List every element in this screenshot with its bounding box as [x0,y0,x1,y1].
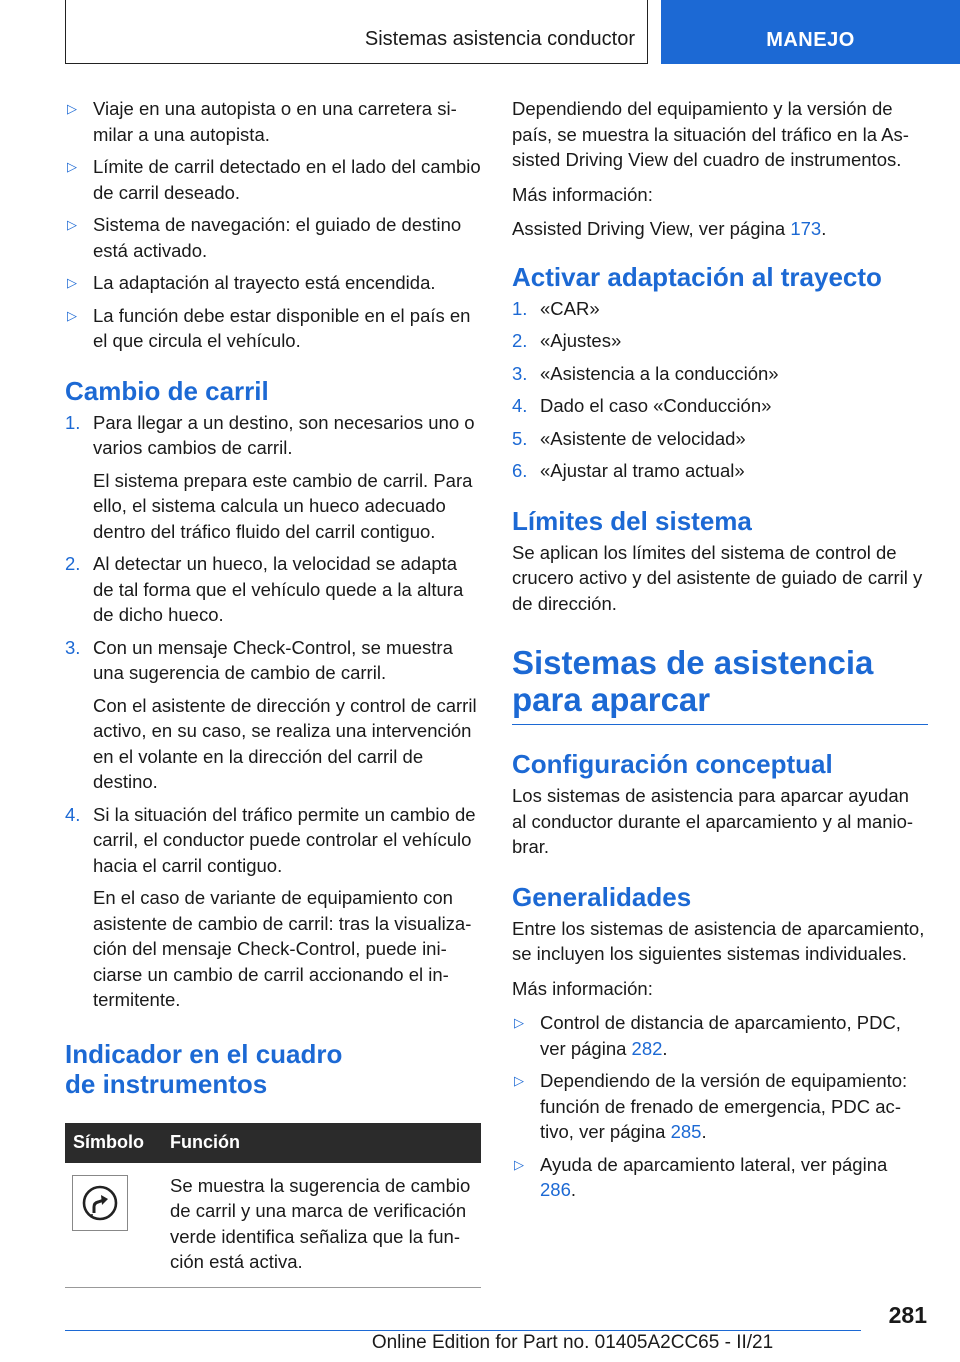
list-item: ▷ La función debe estar disponible en el país en el que circula el vehículo. [67,304,471,351]
step-number: 2. [512,330,528,351]
activate-heading: Activar adaptación al trayecto [512,261,882,292]
step-text: «Ajustes» [540,330,622,351]
parking-heading [512,644,928,725]
footer-divider [65,1330,861,1331]
step-number: 5. [512,427,528,449]
concept-paragraph: Los sistemas de asistencia para aparcar ayudan al conductor durante el aparcamiento y al maniobrar. [512,785,914,857]
triangle-bullet-icon: ▷ [67,159,77,174]
triangle-bullet-icon: ▷ [67,101,77,116]
conditions-list [65,96,481,354]
step-text: Si la situación del tráfico permite un cambio de carril, el conductor puede controlar el vehículo hacia el carril contiguo. [93,803,476,876]
step-extra: En el caso de variante de equipamiento con asistente de cambio de carril: tras la visualización del mensaje Check-Control, puede iniciarse un cambio de carril accionando el intermitente. [93,887,472,1010]
header-section-box [65,0,648,64]
list-item: ▷ Límite de carril detectado en el lado del cambio de carril deseado. [67,156,481,203]
step-text: «CAR» [540,297,600,319]
step-number: 1. [65,411,81,433]
step-number: 4. [512,395,528,416]
indicator-heading [65,1039,481,1099]
more-info-label: Más información: [512,977,653,999]
lane-change-arrow-icon [72,1175,128,1231]
list-item [512,1068,928,1145]
limits-heading: Límites del sistema [512,505,752,536]
limits-paragraph: Se aplican los límites del sistema de control de crucero activo y del asistente de guiado de carril y de dirección. [512,541,923,614]
step-text: Para llegar a un destino, son necesarios uno o varios cambios de carril. [93,411,475,458]
list-item: ▷ La adaptación al trayecto está encendida. [65,270,481,296]
header-chapter-title: MANEJO [766,29,855,51]
list-item [512,328,928,354]
reference-text: Assisted Driving View, ver página [512,218,791,239]
parking-heading-line2: para aparcar [512,681,711,718]
list-item: ▷ Viaje en una autopista o en una carretera similar a una autopista. [67,98,457,145]
lane-change-heading: Cambio de carril [65,375,269,406]
adv-reference [512,216,928,242]
item-end: . [570,1179,577,1200]
list-item [512,458,928,484]
step-number: 6. [512,460,528,481]
list-item [65,802,481,1013]
step-text: «Asistente de velocidad» [540,427,746,449]
general-paragraph: Entre los sistemas de asistencia de aparcamiento, se incluyen los siguientes sistemas individuales. [512,917,925,964]
lane-change-steps [65,410,481,1013]
list-item [512,1152,928,1203]
activate-steps [512,296,928,484]
list-item [512,1010,928,1061]
item-end: . [662,1037,668,1059]
step-extra: Con el asistente de dirección y control de carril activo, en su caso, se realiza una intervención en el volante en la dirección del carril de destino. [93,694,477,792]
concept-heading: Configuración conceptual [512,749,833,779]
triangle-bullet-icon: ▷ [514,1015,524,1030]
item-end: . [701,1121,707,1142]
triangle-bullet-icon: ▷ [67,275,77,290]
header-section-title: Sistemas asistencia conductor [364,28,635,50]
step-number: 2. [65,553,81,574]
step-text: «Asistencia a la conducción» [540,362,779,384]
step-text: Dado el caso «Conducción» [540,395,772,416]
list-item [512,426,928,452]
list-item [65,635,481,795]
page-link[interactable]: 285 [670,1121,702,1142]
triangle-bullet-icon: ▷ [67,307,77,323]
step-number: 3. [65,636,81,658]
symbol-table [65,1123,481,1288]
step-text: Al detectar un hueco, la velocidad se adapta de tal forma que el vehículo quede a la altura de dicho hueco. [93,553,464,625]
step-text: «Ajustar al tramo actual» [540,460,745,481]
triangle-bullet-icon: ▷ [514,1073,524,1088]
page-link[interactable]: 173 [790,218,822,239]
header-chapter-tab[interactable] [661,0,960,64]
right-column [512,96,928,1210]
parking-systems-list [512,1010,928,1203]
table-row [65,1163,481,1288]
item-text: Ayuda de aparcamiento lateral, ver página [540,1153,888,1175]
intro-paragraph: Dependiendo del equipamiento y la versión de país, se muestra la situación del tráfico en la Assisted Driving View del cuadro de instrumentos. [512,98,909,170]
list-item: ▷ Sistema de navegación: el guiado de destino está activado. [67,214,462,261]
table-header-symbol: Símbolo [65,1123,162,1163]
step-extra: El sistema prepara este cambio de carril. Para ello, el sistema calcula un hueco adecuado dentro del tráfico fluido del carril contiguo. [93,469,473,542]
page-link[interactable]: 286 [540,1179,571,1200]
parking-heading-line1: Sistemas de asistencia [512,644,874,681]
list-item [512,393,928,419]
list-item [65,410,481,545]
list-item [512,296,928,322]
left-column [65,96,481,1288]
item-text: Control de distancia de aparcamiento, PDC, ver página [540,1012,901,1059]
table-cell-function: Se muestra la sugerencia de cambio de carril y una marca de verificación verde identifica señaliza que la función está activa. [162,1163,481,1288]
footer-edition: Online Edition for Part no. 01405A2CC65 - II/21 [371,1332,774,1353]
indicator-heading-line2: de instrumentos [65,1068,268,1099]
page-number: 281 [888,1302,927,1328]
general-heading: Generalidades [512,881,692,912]
page-link[interactable]: 282 [631,1037,663,1059]
step-number: 4. [65,803,81,825]
triangle-bullet-icon: ▷ [514,1156,524,1172]
reference-end: . [821,218,827,239]
more-info-label: Más información: [512,183,653,205]
table-cell-symbol [65,1163,162,1288]
step-text: Con un mensaje Check-Control, se muestra una sugerencia de cambio de carril. [93,636,453,683]
item-text: Dependiendo de la versión de equipamiento: función de frenado de emergencia, PDC activo, ver página [540,1070,908,1142]
list-item [65,551,481,628]
list-item [512,361,928,387]
table-header-function: Función [162,1123,481,1163]
step-number: 1. [512,297,528,319]
triangle-bullet-icon: ▷ [67,217,77,232]
step-number: 3. [512,362,528,384]
indicator-heading-line1: Indicador en el cuadro [65,1038,343,1069]
